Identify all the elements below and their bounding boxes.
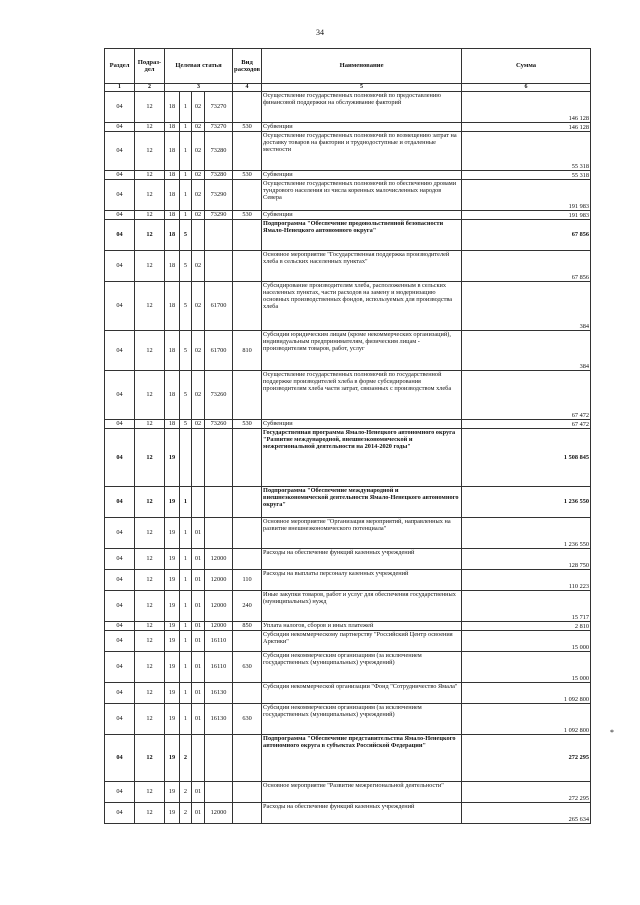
table-row: [105, 487, 591, 518]
cell-podrazdel: 12: [135, 282, 165, 331]
table-row: [105, 803, 591, 824]
cell-cs-subprogram: 1: [180, 704, 192, 735]
table-row: [105, 420, 591, 429]
table-row: [105, 782, 591, 803]
cell-naimenovanie: Подпрограмма "Обеспечение представительства Ямало-Ненецкого автономного округа в субъектах Российской Федерации": [262, 735, 462, 782]
cell-cs-event: [192, 487, 205, 518]
cell-naimenovanie: Основное мероприятие "Организация мероприятий, направленных на развитие внешнеэкономического потенциала": [262, 518, 462, 549]
cell-razdel: 04: [105, 803, 135, 824]
table-row: [105, 518, 591, 549]
cell-cs-direction: 61700: [205, 331, 233, 371]
cell-summa: 67 472: [462, 371, 591, 420]
cell-cs-event: 02: [192, 420, 205, 429]
cell-vid-raskhodov: [233, 180, 262, 211]
cell-cs-program: 19: [165, 591, 180, 622]
cell-vid-raskhodov: [233, 518, 262, 549]
cell-naimenovanie: Расходы на выплаты персоналу казенных учреждений: [262, 570, 462, 591]
cell-cs-event: 01: [192, 622, 205, 631]
cell-podrazdel: 12: [135, 549, 165, 570]
cell-cs-program: 19: [165, 782, 180, 803]
cell-cs-event: 02: [192, 331, 205, 371]
cell-naimenovanie: Субвенции: [262, 123, 462, 132]
cell-razdel: 04: [105, 735, 135, 782]
cell-summa: 146 128: [462, 123, 591, 132]
table-row: [105, 683, 591, 704]
cell-naimenovanie: Государственная программа Ямало-Ненецкого автономного округа "Развитие международной, внешнеэкономической и межрегиональной деятельности на 2014-2020 годы": [262, 429, 462, 487]
cell-razdel: 04: [105, 371, 135, 420]
cell-cs-subprogram: 2: [180, 735, 192, 782]
cell-podrazdel: 12: [135, 487, 165, 518]
cell-podrazdel: 12: [135, 652, 165, 683]
cell-vid-raskhodov: 630: [233, 704, 262, 735]
table-row: [105, 220, 591, 251]
table-row: [105, 211, 591, 220]
cell-cs-direction: 73280: [205, 132, 233, 171]
cell-summa: 272 295: [462, 735, 591, 782]
cell-cs-subprogram: 1: [180, 123, 192, 132]
cell-cs-event: 01: [192, 518, 205, 549]
cell-cs-direction: 16110: [205, 652, 233, 683]
cell-naimenovanie: Расходы на обеспечение функций казенных учреждений: [262, 803, 462, 824]
cell-vid-raskhodov: 110: [233, 570, 262, 591]
table-row: [105, 282, 591, 331]
cell-cs-subprogram: 5: [180, 420, 192, 429]
cell-summa: 272 295: [462, 782, 591, 803]
cell-naimenovanie: Осуществление государственных полномочий по возмещению затрат на доставку товаров на фактории и труднодоступные и отдаленные местности: [262, 132, 462, 171]
cell-cs-program: 19: [165, 683, 180, 704]
cell-cs-subprogram: 1: [180, 622, 192, 631]
table-row: [105, 622, 591, 631]
cell-summa: 2 810: [462, 622, 591, 631]
cell-razdel: 04: [105, 518, 135, 549]
cell-naimenovanie: Субсидия некоммерческой организации "Фонд "Сотрудничество Ямала": [262, 683, 462, 704]
cell-cs-event: [192, 735, 205, 782]
cell-razdel: 04: [105, 220, 135, 251]
cell-podrazdel: 12: [135, 631, 165, 652]
cell-cs-event: 01: [192, 549, 205, 570]
cell-naimenovanie: Субвенции: [262, 420, 462, 429]
cell-cs-direction: [205, 429, 233, 487]
cell-summa: 55 318: [462, 132, 591, 171]
cell-summa: 55 318: [462, 171, 591, 180]
cell-summa: 1 092 800: [462, 704, 591, 735]
cell-summa: 67 472: [462, 420, 591, 429]
cell-vid-raskhodov: [233, 487, 262, 518]
cell-cs-event: 02: [192, 211, 205, 220]
cell-vid-raskhodov: [233, 282, 262, 331]
header-vid-raskhodov: Вид расходов: [233, 49, 262, 84]
cell-cs-subprogram: 1: [180, 570, 192, 591]
cell-razdel: 04: [105, 549, 135, 570]
cell-summa: 67 856: [462, 251, 591, 282]
cell-podrazdel: 12: [135, 331, 165, 371]
cell-vid-raskhodov: [233, 429, 262, 487]
cell-cs-direction: [205, 518, 233, 549]
cell-razdel: 04: [105, 704, 135, 735]
cell-razdel: 04: [105, 570, 135, 591]
cell-cs-direction: 73290: [205, 180, 233, 211]
cell-podrazdel: 12: [135, 220, 165, 251]
cell-vid-raskhodov: 240: [233, 591, 262, 622]
cell-cs-direction: 73260: [205, 420, 233, 429]
cell-cs-subprogram: 1: [180, 683, 192, 704]
cell-cs-direction: [205, 220, 233, 251]
cell-vid-raskhodov: 530: [233, 211, 262, 220]
cell-cs-event: 01: [192, 782, 205, 803]
table-row: [105, 251, 591, 282]
cell-cs-direction: [205, 735, 233, 782]
cell-cs-event: 01: [192, 631, 205, 652]
table-row: [105, 570, 591, 591]
cell-podrazdel: 12: [135, 683, 165, 704]
col-num-1: 1: [105, 84, 135, 92]
cell-vid-raskhodov: 810: [233, 331, 262, 371]
cell-cs-direction: 12000: [205, 622, 233, 631]
cell-podrazdel: 12: [135, 211, 165, 220]
cell-razdel: 04: [105, 331, 135, 371]
cell-summa: 15 717: [462, 591, 591, 622]
cell-razdel: 04: [105, 132, 135, 171]
table-row: [105, 132, 591, 171]
cell-cs-program: 19: [165, 487, 180, 518]
cell-naimenovanie: Подпрограмма "Обеспечение продовольственной безопасности Ямало-Ненецкого автономного округа": [262, 220, 462, 251]
cell-razdel: 04: [105, 211, 135, 220]
cell-podrazdel: 12: [135, 782, 165, 803]
table-row: [105, 735, 591, 782]
cell-cs-program: 18: [165, 371, 180, 420]
cell-cs-subprogram: 1: [180, 487, 192, 518]
cell-vid-raskhodov: [233, 132, 262, 171]
cell-vid-raskhodov: [233, 371, 262, 420]
cell-cs-event: 02: [192, 92, 205, 123]
cell-cs-event: 01: [192, 570, 205, 591]
page-number: 34: [316, 28, 324, 37]
cell-naimenovanie: Субсидия некоммерческому партнерству "Российский Центр освоения Арктики": [262, 631, 462, 652]
cell-naimenovanie: Основное мероприятие "Развитие межрегиональной деятельности": [262, 782, 462, 803]
cell-razdel: 04: [105, 591, 135, 622]
cell-cs-event: 02: [192, 371, 205, 420]
cell-naimenovanie: Субсидии некоммерческим организациям (за исключением государственных (муниципальных) учреждений): [262, 652, 462, 683]
cell-razdel: 04: [105, 251, 135, 282]
table-row: [105, 652, 591, 683]
cell-podrazdel: 12: [135, 123, 165, 132]
cell-cs-program: 19: [165, 803, 180, 824]
cell-cs-event: 02: [192, 132, 205, 171]
cell-cs-direction: [205, 251, 233, 282]
cell-vid-raskhodov: [233, 782, 262, 803]
cell-naimenovanie: Иные закупки товаров, работ и услуг для обеспечения государственных (муниципальных) нужд: [262, 591, 462, 622]
cell-vid-raskhodov: [233, 631, 262, 652]
cell-naimenovanie: Субвенции: [262, 211, 462, 220]
table-row: [105, 371, 591, 420]
cell-cs-program: 19: [165, 704, 180, 735]
table-row: [105, 704, 591, 735]
cell-cs-program: 18: [165, 420, 180, 429]
cell-summa: 110 223: [462, 570, 591, 591]
cell-cs-program: 19: [165, 518, 180, 549]
cell-cs-direction: 61700: [205, 282, 233, 331]
cell-vid-raskhodov: 630: [233, 652, 262, 683]
cell-cs-event: 01: [192, 683, 205, 704]
cell-summa: 265 634: [462, 803, 591, 824]
cell-cs-program: 18: [165, 180, 180, 211]
table-row: [105, 180, 591, 211]
table-row: [105, 631, 591, 652]
cell-podrazdel: 12: [135, 92, 165, 123]
cell-naimenovanie: Субсидии некоммерческим организациям (за исключением государственных (муниципальных) учреждений): [262, 704, 462, 735]
table-row: [105, 92, 591, 123]
cell-cs-event: 02: [192, 180, 205, 211]
cell-cs-direction: 73290: [205, 211, 233, 220]
cell-summa: 15 000: [462, 631, 591, 652]
header-naimenovanie: Наименование: [262, 49, 462, 84]
cell-podrazdel: 12: [135, 371, 165, 420]
cell-podrazdel: 12: [135, 420, 165, 429]
cell-vid-raskhodov: [233, 92, 262, 123]
cell-cs-subprogram: 1: [180, 631, 192, 652]
cell-cs-subprogram: 1: [180, 180, 192, 211]
cell-razdel: 04: [105, 92, 135, 123]
cell-podrazdel: 12: [135, 735, 165, 782]
cell-cs-event: 02: [192, 123, 205, 132]
cell-cs-program: 19: [165, 735, 180, 782]
cell-vid-raskhodov: [233, 735, 262, 782]
cell-podrazdel: 12: [135, 622, 165, 631]
cell-cs-program: 18: [165, 132, 180, 171]
cell-cs-direction: 12000: [205, 570, 233, 591]
col-num-5: 5: [262, 84, 462, 92]
cell-cs-event: 01: [192, 591, 205, 622]
cell-cs-subprogram: 5: [180, 371, 192, 420]
cell-cs-subprogram: 2: [180, 782, 192, 803]
cell-cs-program: 19: [165, 652, 180, 683]
cell-cs-direction: [205, 782, 233, 803]
cell-cs-direction: 73260: [205, 371, 233, 420]
cell-cs-event: [192, 429, 205, 487]
cell-razdel: 04: [105, 782, 135, 803]
cell-naimenovanie: Осуществление государственных полномочий по государственной поддержке производителей хлеба в форме субсидирования производителям хлеба части затрат, связанных с производством хлеба: [262, 371, 462, 420]
cell-naimenovanie: Субсидирование производителям хлеба, расположенным в сельских населенных пунктах, части расходов на замену и модернизацию основных производственных фондов, используемых для производства хлеба: [262, 282, 462, 331]
cell-cs-direction: 16130: [205, 704, 233, 735]
cell-cs-subprogram: 1: [180, 518, 192, 549]
cell-cs-subprogram: 1: [180, 92, 192, 123]
cell-cs-direction: 16110: [205, 631, 233, 652]
cell-naimenovanie: Осуществление государственных полномочий по обеспечению дровами тундрового населения из числа коренных малочисленных народов Севера: [262, 180, 462, 211]
cell-cs-program: 19: [165, 429, 180, 487]
header-summa: Сумма: [462, 49, 591, 84]
table-row: [105, 123, 591, 132]
cell-summa: 1 508 845: [462, 429, 591, 487]
cell-vid-raskhodov: 530: [233, 123, 262, 132]
cell-cs-program: 19: [165, 622, 180, 631]
col-num-3: 3: [165, 84, 233, 92]
cell-cs-program: 18: [165, 171, 180, 180]
cell-vid-raskhodov: [233, 251, 262, 282]
table-row: [105, 171, 591, 180]
cell-cs-event: 01: [192, 652, 205, 683]
cell-cs-subprogram: 5: [180, 331, 192, 371]
cell-razdel: 04: [105, 652, 135, 683]
cell-cs-subprogram: 1: [180, 171, 192, 180]
cell-vid-raskhodov: 530: [233, 420, 262, 429]
col-num-2: 2: [135, 84, 165, 92]
cell-podrazdel: 12: [135, 180, 165, 211]
cell-podrazdel: 12: [135, 518, 165, 549]
cell-cs-direction: 12000: [205, 591, 233, 622]
cell-razdel: 04: [105, 683, 135, 704]
cell-cs-program: 19: [165, 549, 180, 570]
table-row: [105, 429, 591, 487]
cell-cs-program: 18: [165, 251, 180, 282]
cell-podrazdel: 12: [135, 803, 165, 824]
table-header-row: [105, 49, 591, 84]
cell-summa: 384: [462, 282, 591, 331]
cell-summa: 191 983: [462, 211, 591, 220]
cell-cs-program: 18: [165, 282, 180, 331]
cell-naimenovanie: Осуществление государственных полномочий по предоставлению финансовой поддержки на обслуживание факторий: [262, 92, 462, 123]
cell-razdel: 04: [105, 180, 135, 211]
column-number-row: [105, 84, 591, 92]
cell-summa: 146 128: [462, 92, 591, 123]
cell-cs-subprogram: 1: [180, 591, 192, 622]
cell-podrazdel: 12: [135, 570, 165, 591]
cell-razdel: 04: [105, 171, 135, 180]
cell-cs-program: 19: [165, 631, 180, 652]
cell-summa: 15 000: [462, 652, 591, 683]
col-num-6: 6: [462, 84, 591, 92]
table-row: [105, 549, 591, 570]
header-celevaya-statya: Целевая статья: [165, 49, 233, 84]
cell-razdel: 04: [105, 429, 135, 487]
cell-naimenovanie: Уплата налогов, сборов и иных платежей: [262, 622, 462, 631]
cell-cs-event: 01: [192, 704, 205, 735]
cell-razdel: 04: [105, 487, 135, 518]
cell-cs-subprogram: 2: [180, 803, 192, 824]
cell-cs-direction: [205, 487, 233, 518]
cell-cs-subprogram: 5: [180, 251, 192, 282]
cell-cs-direction: 73280: [205, 171, 233, 180]
cell-summa: 1 236 550: [462, 518, 591, 549]
cell-cs-program: 18: [165, 331, 180, 371]
cell-summa: 1 236 550: [462, 487, 591, 518]
cell-cs-subprogram: 1: [180, 132, 192, 171]
header-podrazdel: Подраз-дел: [135, 49, 165, 84]
cell-naimenovanie: Субсидии юридическим лицам (кроме некоммерческих организаций), индивидуальным предпринимателям, физическим лицам - производителям товаров, работ, услуг: [262, 331, 462, 371]
cell-podrazdel: 12: [135, 132, 165, 171]
cell-vid-raskhodov: [233, 683, 262, 704]
cell-cs-event: [192, 220, 205, 251]
cell-cs-event: 02: [192, 251, 205, 282]
table-row: [105, 591, 591, 622]
cell-podrazdel: 12: [135, 429, 165, 487]
cell-cs-subprogram: 1: [180, 549, 192, 570]
cell-cs-program: 18: [165, 220, 180, 251]
cell-cs-subprogram: 5: [180, 282, 192, 331]
cell-razdel: 04: [105, 123, 135, 132]
cell-cs-direction: 16130: [205, 683, 233, 704]
cell-cs-event: 02: [192, 171, 205, 180]
cell-podrazdel: 12: [135, 704, 165, 735]
cell-naimenovanie: Подпрограмма "Обеспечение международной и внешнеэкономической деятельности Ямало-Ненецкого автономного округа": [262, 487, 462, 518]
cell-vid-raskhodov: 850: [233, 622, 262, 631]
table-row: [105, 331, 591, 371]
cell-summa: 67 856: [462, 220, 591, 251]
cell-cs-subprogram: 5: [180, 220, 192, 251]
cell-vid-raskhodov: [233, 549, 262, 570]
cell-razdel: 04: [105, 420, 135, 429]
cell-cs-direction: 12000: [205, 549, 233, 570]
cell-cs-direction: 12000: [205, 803, 233, 824]
cell-naimenovanie: Расходы на обеспечение функций казенных учреждений: [262, 549, 462, 570]
cell-cs-program: 18: [165, 92, 180, 123]
cell-summa: 191 983: [462, 180, 591, 211]
margin-mark: *: [610, 728, 614, 737]
cell-cs-direction: 73270: [205, 123, 233, 132]
cell-cs-program: 19: [165, 570, 180, 591]
cell-cs-program: 18: [165, 211, 180, 220]
cell-cs-event: 01: [192, 803, 205, 824]
cell-podrazdel: 12: [135, 171, 165, 180]
cell-cs-subprogram: 1: [180, 211, 192, 220]
cell-podrazdel: 12: [135, 591, 165, 622]
cell-summa: 1 092 800: [462, 683, 591, 704]
cell-cs-subprogram: 1: [180, 652, 192, 683]
cell-cs-direction: 73270: [205, 92, 233, 123]
cell-razdel: 04: [105, 631, 135, 652]
cell-podrazdel: 12: [135, 251, 165, 282]
cell-vid-raskhodov: [233, 803, 262, 824]
budget-table: [104, 48, 591, 824]
cell-vid-raskhodov: [233, 220, 262, 251]
cell-razdel: 04: [105, 282, 135, 331]
cell-cs-program: 18: [165, 123, 180, 132]
cell-naimenovanie: Основное мероприятие "Государственная поддержка производителей хлеба в сельских населенных пунктах": [262, 251, 462, 282]
header-razdel: Раздел: [105, 49, 135, 84]
cell-cs-subprogram: [180, 429, 192, 487]
cell-summa: 128 750: [462, 549, 591, 570]
cell-naimenovanie: Субвенции: [262, 171, 462, 180]
cell-summa: 384: [462, 331, 591, 371]
cell-razdel: 04: [105, 622, 135, 631]
col-num-4: 4: [233, 84, 262, 92]
cell-cs-event: 02: [192, 282, 205, 331]
cell-vid-raskhodov: 530: [233, 171, 262, 180]
